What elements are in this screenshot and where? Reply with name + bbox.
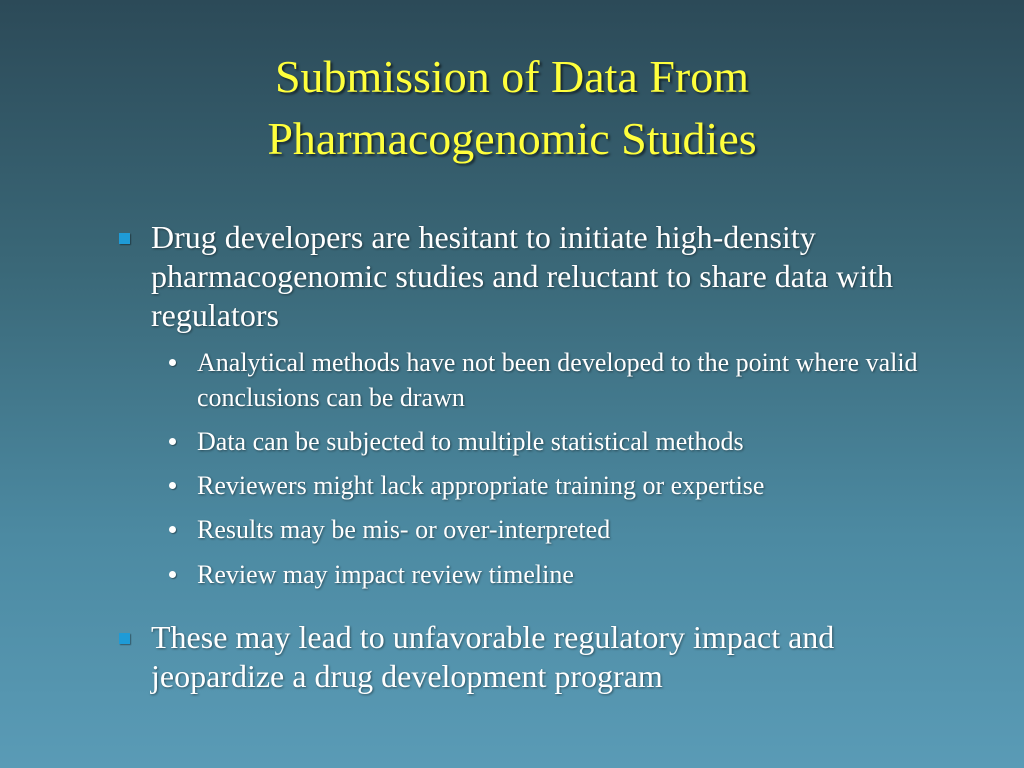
sub-bullet-text: Reviewers might lack appropriate training or expertise <box>197 471 765 500</box>
round-bullet-icon <box>169 438 176 445</box>
sub-bullet-text: Data can be subjected to multiple statistical methods <box>197 427 744 456</box>
slide-title <box>0 46 1024 170</box>
square-bullet-icon <box>119 233 130 244</box>
slide-title-line-2: Pharmacogenomic Studies <box>267 113 757 164</box>
round-bullet-icon <box>169 482 176 489</box>
sub-bullet-text: Analytical methods have not been developed to the point where valid conclusions can be drawn <box>197 348 918 412</box>
round-bullet-icon <box>169 359 176 366</box>
round-bullet-icon <box>169 571 176 578</box>
round-bullet-icon <box>169 526 176 533</box>
sub-bullet-text: Results may be mis- or over-interpreted <box>197 515 611 544</box>
sub-bullet-text: Review may impact review timeline <box>197 560 574 589</box>
bullet-text: Drug developers are hesitant to initiate high-density pharmacogenomic studies and reluctant to share data with regulators <box>151 219 893 333</box>
slide-title-line-1: Submission of Data From <box>274 51 750 102</box>
bullet-text: These may lead to unfavorable regulatory impact and jeopardize a drug development program <box>151 619 835 694</box>
square-bullet-icon <box>119 633 130 644</box>
